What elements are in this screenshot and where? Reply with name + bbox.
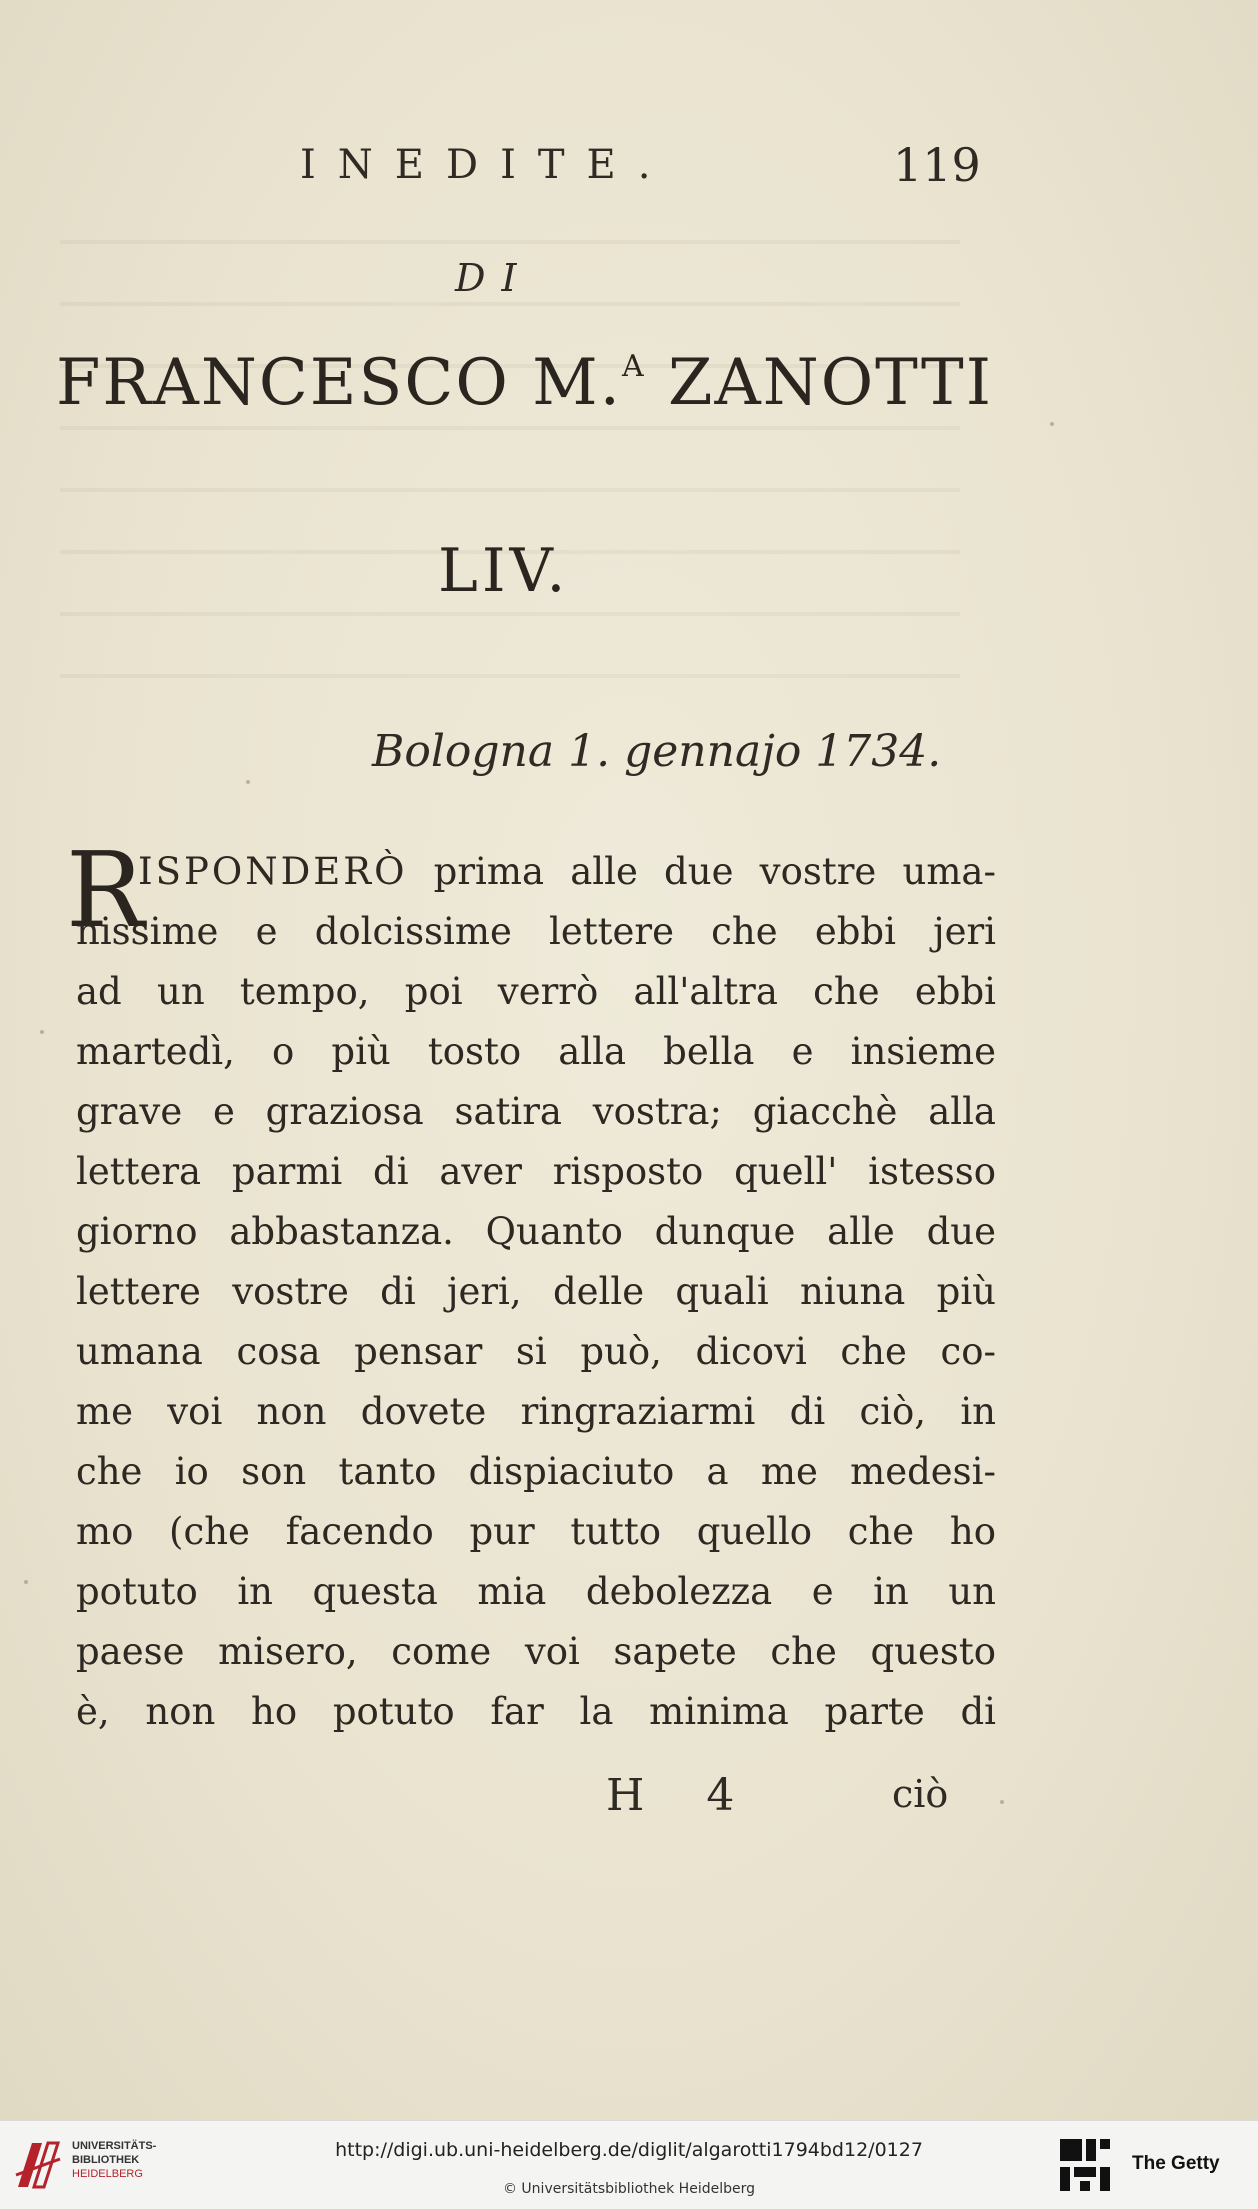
body-line: mo (che facendo pur tutto quello che ho [76, 1510, 996, 1553]
body-line: lettere vostre di jeri, delle quali niuna più [76, 1270, 996, 1313]
drop-cap: R [66, 829, 145, 951]
body-line: che io son tanto dispiaciuto a me medesi- [76, 1450, 996, 1493]
library-name-line: HEIDELBERG [72, 2168, 143, 2180]
body-line: paese misero, come voi sapete che questo [76, 1630, 996, 1673]
copyright-notice: © Universitätsbibliothek Heidelberg [502, 2181, 755, 2197]
paper-speck [1050, 422, 1054, 426]
body-line: nissime e dolcissime lettere che ebbi jeri [76, 910, 996, 953]
paper-speck [246, 780, 250, 784]
library-name-line: UNIVERSITÄTS- [72, 2140, 157, 2152]
body-line: potuto in questa mia debolezza e in un [76, 1570, 996, 1613]
heading-di: DI [455, 256, 533, 300]
heading-name-main: FRANCESCO M. [56, 346, 622, 420]
heading-name-surname: ZANOTTI [645, 346, 994, 420]
getty-logo-icon [1058, 2137, 1112, 2193]
body-line: umana cosa pensar si può, dicovi che co- [76, 1330, 996, 1373]
running-head: INEDITE. [300, 142, 673, 188]
page-number: 119 [893, 138, 981, 192]
body-line: martedì, o più tosto alla bella e insieme [76, 1030, 996, 1073]
paper-speck [24, 1580, 28, 1584]
first-word-small-caps: ISPONDERÒ [138, 850, 408, 893]
body-line: ad un tempo, poi verrò all'altra che ebbi [76, 970, 996, 1013]
partner-name: The Getty [1132, 2153, 1220, 2174]
viewer-footer [0, 2120, 1258, 2209]
heading-author-name [56, 346, 993, 420]
body-line [138, 842, 996, 902]
paper-speck [40, 1030, 44, 1034]
body-line: è, non ho potuto far la minima parte di [76, 1690, 996, 1733]
letter-body [76, 842, 996, 1742]
paper-speck [1000, 1800, 1004, 1804]
signature-mark: H 4 [606, 1770, 759, 1821]
permalink-url[interactable]: http://digi.ub.uni-heidelberg.de/diglit/algarotti1794bd12/0127 [335, 2139, 923, 2161]
body-line: grave e graziosa satira vostra; giacchè alla [76, 1090, 996, 1133]
body-line-text: prima alle due vostre uma- [433, 850, 996, 893]
heading-name-superscript: A [622, 349, 646, 384]
library-name-line: BIBLIOTHEK [72, 2154, 140, 2166]
body-line: giorno abbastanza. Quanto dunque alle due [76, 1210, 996, 1253]
catchword: ciò [892, 1772, 949, 1816]
letter-number: LIV. [438, 536, 570, 606]
dateline: Bologna 1. gennajo 1734. [372, 726, 942, 777]
body-line: lettera parmi di aver risposto quell' istesso [76, 1150, 996, 1193]
body-line: me voi non dovete ringraziarmi di ciò, in [76, 1390, 996, 1433]
